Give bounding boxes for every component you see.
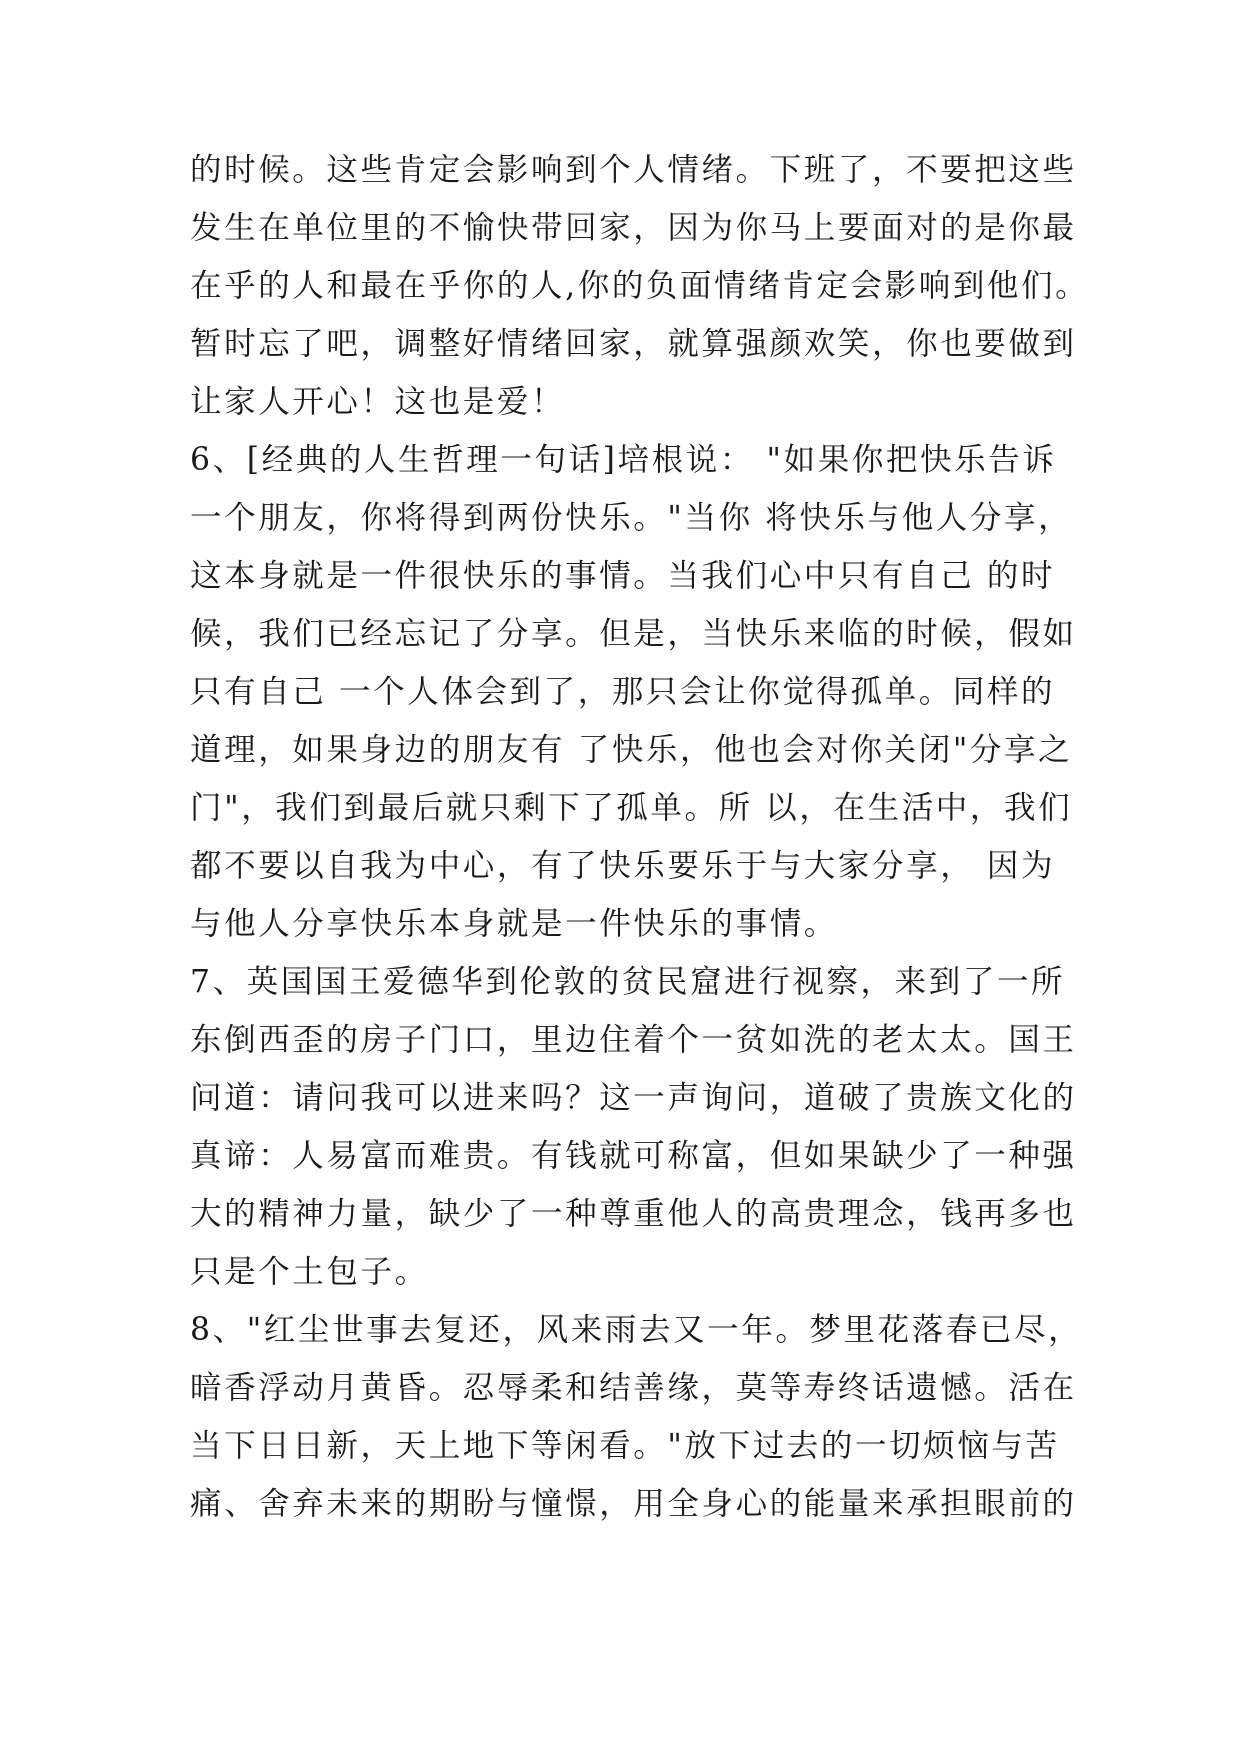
- text-line: 只是个土包子。: [190, 1254, 429, 1290]
- text-line: 6、[经典的人生哲理一句话]培根说： "如果你把快乐告诉: [190, 442, 1057, 478]
- text-line: 大的精神力量，缺少了一种尊重他人的高贵理念，钱再多也: [190, 1196, 1077, 1232]
- text-line: 门"，我们到最后就只剩下了孤单。所 以，在生活中，我们: [190, 790, 1073, 826]
- text-line: 让家人开心！这也是爱！: [190, 384, 566, 420]
- text-line: 都不要以自我为中心，有了快乐要乐于与大家分享， 因为: [190, 848, 1056, 884]
- text-line: 的时候。这些肯定会影响到个人情绪。下班了，不要把这些: [190, 152, 1077, 188]
- text-line: 与他人分享快乐本身就是一件快乐的事情。: [190, 906, 838, 942]
- text-line: 这本身就是一件很快乐的事情。当我们心中只有自己 的时: [190, 558, 1056, 594]
- text-line: 候，我们已经忘记了分享。但是，当快乐来临的时候，假如: [190, 616, 1077, 652]
- text-line: 暂时忘了吧，调整好情绪回家，就算强颜欢笑，你也要做到: [190, 326, 1077, 362]
- text-line: 一个朋友，你将得到两份快乐。"当你 将快乐与他人分享，: [190, 500, 1073, 536]
- text-line: 痛、舍弃未来的期盼与憧憬，用全身心的能量来承担眼前的: [190, 1486, 1077, 1522]
- text-line: 8、"红尘世事去复还，风来雨去又一年。梦里花落春已尽，: [190, 1312, 1083, 1348]
- text-line: 7、英国国王爱德华到伦敦的贫民窟进行视察，来到了一所: [190, 964, 1066, 1000]
- text-line: 道理，如果身边的朋友有 了快乐，他也会对你关闭"分享之: [190, 732, 1073, 768]
- text-line: 暗香浮动月黄昏。忍辱柔和结善缘，莫等寿终话遗憾。活在: [190, 1370, 1077, 1406]
- text-line: 东倒西歪的房子门口，里边住着个一贫如洗的老太太。国王: [190, 1022, 1077, 1058]
- text-line: 发生在单位里的不愉快带回家，因为你马上要面对的是你最: [190, 210, 1077, 246]
- text-line: 只有自己 一个人体会到了，那只会让你觉得孤单。同样的: [190, 674, 1056, 710]
- text-line: 问道：请问我可以进来吗？这一声询问，道破了贵族文化的: [190, 1080, 1077, 1116]
- text-line: 当下日日新，天上地下等闲看。"放下过去的一切烦恼与苦: [190, 1428, 1060, 1464]
- text-line: 在乎的人和最在乎你的人,你的负面情绪肯定会影响到他们。: [190, 268, 1090, 304]
- text-line: 真谛：人易富而难贵。有钱就可称富，但如果缺少了一种强: [190, 1138, 1077, 1174]
